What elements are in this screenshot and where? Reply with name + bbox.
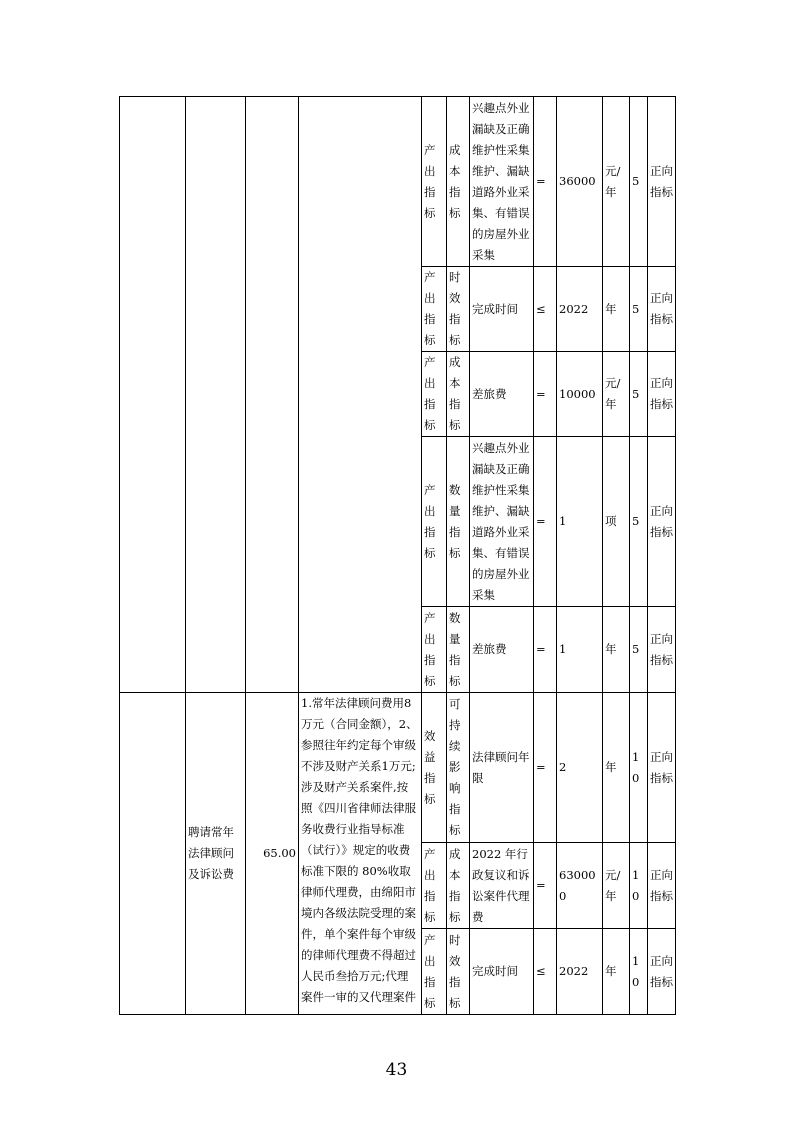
level1-indicator: 效益指标 [422,693,447,843]
direction: 正向指标 [648,352,676,437]
blank-cell [120,97,186,693]
unit: 年 [603,267,630,352]
operator: ≤ [534,267,557,352]
level2-indicator: 成本指标 [447,352,470,437]
indicator-name: 差旅费 [470,607,534,693]
level1-indicator: 产出指标 [422,352,447,437]
level1-indicator: 产出指标 [422,267,447,352]
level2-indicator: 数量指标 [447,607,470,693]
target-value: 2 [557,693,603,843]
unit: 元/年 [603,97,630,267]
direction: 正向指标 [648,693,676,843]
unit: 项 [603,437,630,607]
unit: 元/年 [603,843,630,929]
performance-indicator-table [119,96,676,1015]
indicator-name: 兴趣点外业漏缺及正确维护性采集维护、漏缺道路外业采集、有错误的房屋外业采集 [470,97,534,267]
unit: 年 [603,607,630,693]
level2-indicator: 时效指标 [447,267,470,352]
target-value: 10000 [557,352,603,437]
operator: = [534,97,557,267]
score: 5 [630,437,648,607]
level1-indicator: 产出指标 [422,843,447,929]
unit: 元/年 [603,352,630,437]
level2-indicator: 时效指标 [447,929,470,1015]
blank-cell [299,97,422,693]
direction: 正向指标 [648,267,676,352]
unit: 年 [603,929,630,1015]
target-value: 1 [557,437,603,607]
project-name: 聘请常年法律顾问及诉讼费 [186,693,246,1015]
target-value: 630000 [557,843,603,929]
score: 5 [630,97,648,267]
score: 10 [630,843,648,929]
direction: 正向指标 [648,607,676,693]
indicator-name: 法律顾问年限 [470,693,534,843]
indicator-name: 兴趣点外业漏缺及正确维护性采集维护、漏缺道路外业采集、有错误的房屋外业采集 [470,437,534,607]
level1-indicator: 产出指标 [422,929,447,1015]
direction: 正向指标 [648,929,676,1015]
operator: = [534,437,557,607]
direction: 正向指标 [648,97,676,267]
score: 10 [630,693,648,843]
table-row [120,97,676,267]
unit: 年 [603,693,630,843]
project-amount: 65.00 [246,693,299,1015]
project-description: 1.常年法律顾问费用8万元（合同金额），2、参照往年约定每个审级不涉及财产关系1万元;涉及财产关系案件,按照《四川省律师法律服务收费行业指导标准（试行）》规定的收费标准下限的 80%收取律师代理费，由绵阳市境内各级法院受理的案件，单个案件每个审级的律师代理费不得超过人民币叁拾万元;代理案件一审的又代理案件 [299,693,422,1015]
direction: 正向指标 [648,437,676,607]
target-value: 1 [557,607,603,693]
level1-indicator: 产出指标 [422,437,447,607]
blank-cell [246,97,299,693]
operator: ≤ [534,929,557,1015]
operator: = [534,352,557,437]
direction: 正向指标 [648,843,676,929]
target-value: 36000 [557,97,603,267]
score: 5 [630,607,648,693]
blank-cell [186,97,246,693]
level2-indicator: 成本指标 [447,97,470,267]
operator: = [534,693,557,843]
level1-indicator: 产出指标 [422,97,447,267]
level2-indicator: 成本指标 [447,843,470,929]
operator: = [534,843,557,929]
operator: = [534,607,557,693]
score: 5 [630,267,648,352]
score: 5 [630,352,648,437]
level1-indicator: 产出指标 [422,607,447,693]
table-row [120,693,676,843]
page-number: 43 [385,1060,408,1080]
indicator-name: 完成时间 [470,929,534,1015]
indicator-name: 完成时间 [470,267,534,352]
target-value: 2022 [557,267,603,352]
level2-indicator: 数量指标 [447,437,470,607]
level2-indicator: 可持续影响指标 [447,693,470,843]
target-value: 2022 [557,929,603,1015]
indicator-name: 2022 年行政复议和诉讼案件代理费 [470,843,534,929]
blank-cell [120,693,186,1015]
score: 10 [630,929,648,1015]
indicator-name: 差旅费 [470,352,534,437]
